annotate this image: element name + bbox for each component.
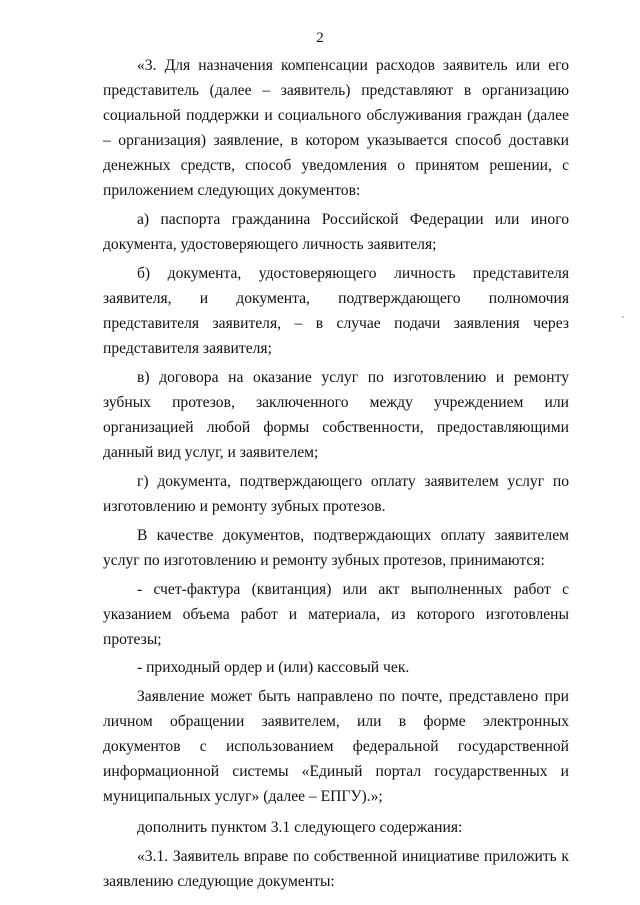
paragraph-payment-documents: В качестве документов, подтверждающих оплату заявителем услуг по изготовлению и ремонту зубных протезов, принимаются: (103, 527, 569, 569)
paragraph-item-3-1: «3.1. Заявитель вправе по собственной инициативе приложить к заявлению следующие документы: (103, 848, 569, 890)
paragraph-subitem-b: б) документа, удостоверяющего личность представителя заявителя, и документа, подтверждающего полномочия представителя заявителя, – в случае подачи заявления через представителя заявителя; (103, 265, 569, 357)
document-body (103, 53, 569, 898)
paragraph-invoice-item: - счет-фактура (квитанция) или акт выполненных работ с указанием объема работ и материала, из которого изготовлены протезы; (103, 581, 569, 648)
paragraph-submission-methods: Заявление может быть направлено по почте, представлено при личном обращении заявителем, или в форме электронных документов с использованием федеральной государственной информационной системы «Единый портал государственных и муниципальных услуг» (далее – ЕПГУ).»; (103, 688, 569, 805)
paragraph-amendment-note: дополнить пунктом 3.1 следующего содержания: (137, 819, 463, 836)
paragraph-receipt-item: - приходный ордер и (или) кассовый чек. (137, 659, 410, 676)
page-number: 2 (316, 30, 324, 46)
scan-artifact (622, 316, 624, 318)
paragraph-subitem-a: а) паспорта гражданина Российской Федерации или иного документа, удостоверяющего личность заявителя; (103, 211, 569, 253)
paragraph-subitem-g: г) документа, подтверждающего оплату заявителем услуг по изготовлению и ремонту зубных протезов. (103, 473, 569, 515)
paragraph-subitem-v: в) договора на оказание услуг по изготовлению и ремонту зубных протезов, заключенного между учреждением или организацией любой формы собственности, предоставляющими данный вид услуг, и заявителем; (103, 369, 569, 461)
paragraph-item-3: «3. Для назначения компенсации расходов заявитель или его представитель (далее – заявитель) представляют в организацию социальной поддержки и социального обслуживания граждан (далее – организация) заявление, в котором указывается способ доставки денежных средств, способ уведомления о принятом решении, с приложением следующих документов: (103, 57, 569, 199)
